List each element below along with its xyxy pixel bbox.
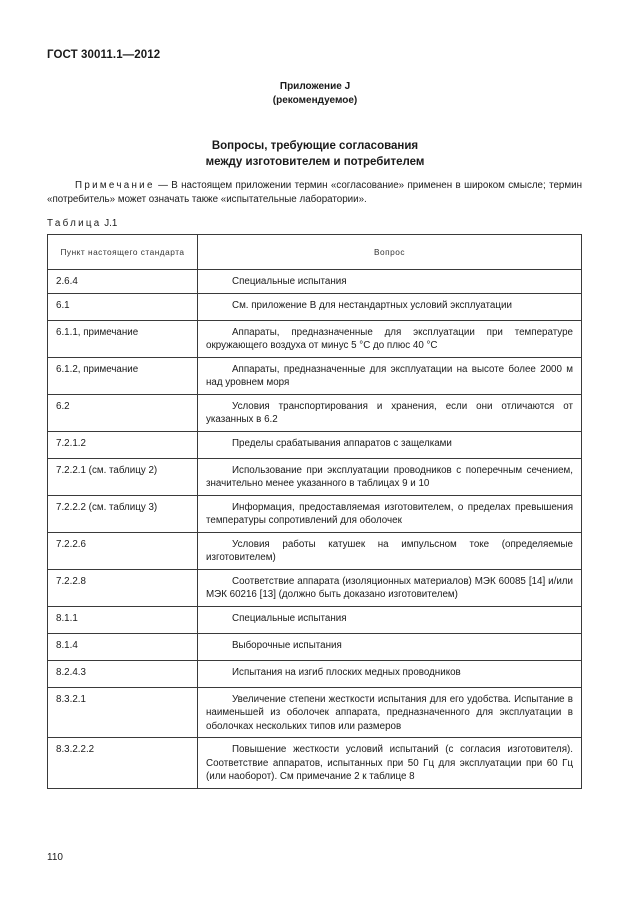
table-label-word: Таблица [47, 218, 102, 229]
header-clause: Пункт настоящего стандарта [48, 235, 198, 270]
table-body [48, 270, 582, 789]
row-question: Использование при эксплуатации проводников с поперечным сечением, значительно менее указанного в таблицах 9 и 10 [198, 458, 582, 495]
table-row [48, 738, 582, 789]
row-question: Условия работы катушек на импульсном токе (определяемые изготовителем) [198, 532, 582, 569]
row-question: Повышение жесткости условий испытаний (с согласия изготовителя). Соответствие аппаратов, испытанных при 50 Гц для эксплуатации при 60 Гц (или наоборот). См примечание 2 к таблице 8 [198, 738, 582, 789]
row-question: Условия транспортирования и хранения, если они отличаются от указанных в 6.2 [198, 394, 582, 431]
row-clause: 2.6.4 [48, 270, 198, 294]
appendix-subtitle: (рекомендуемое) [272, 95, 358, 106]
title-line-2: между изготовителем и потребителем [205, 156, 425, 168]
title-line-1: Вопросы, требующие согласования [211, 140, 419, 152]
row-question: Соответствие аппарата (изоляционных материалов) МЭК 60085 [14] и/или МЭК 60216 [13] (должно быть доказано изготовителем) [198, 569, 582, 606]
row-question: Увеличение степени жесткости испытания для его удобства. Испытание в наименьшей из оболочек аппарата, предназначенного для эксплуатации в оболочках нескольких типов или размеров [198, 687, 582, 738]
questions-table [47, 234, 582, 789]
row-question: Испытания на изгиб плоских медных проводников [198, 660, 582, 687]
table-row [48, 320, 582, 357]
row-clause: 8.3.2.2.2 [48, 738, 198, 789]
row-question: Специальные испытания [198, 270, 582, 294]
row-clause: 6.2 [48, 394, 198, 431]
note-text: — В настоящем приложении термин «согласование» применен в широком смысле; термин «потребитель» может означать также «испытательные лаборатории». [47, 180, 582, 205]
table-label [47, 218, 117, 229]
note-paragraph [47, 179, 582, 207]
row-question: Аппараты, предназначенные для эксплуатации на высоте более 2000 м над уровнем моря [198, 357, 582, 394]
table-row [48, 606, 582, 633]
appendix-title: Приложение J [279, 81, 351, 92]
table-row [48, 633, 582, 660]
table-row [48, 687, 582, 738]
table-row [48, 394, 582, 431]
page-title [0, 138, 630, 170]
row-clause: 7.2.2.8 [48, 569, 198, 606]
table-row [48, 357, 582, 394]
row-clause: 8.1.4 [48, 633, 198, 660]
row-clause: 6.1 [48, 293, 198, 320]
row-clause: 8.3.2.1 [48, 687, 198, 738]
table-label-number: J.1 [101, 218, 118, 229]
note-label: Примечание [75, 180, 155, 191]
table-row [48, 660, 582, 687]
table-row [48, 293, 582, 320]
appendix-heading [0, 80, 630, 108]
row-question: Пределы срабатывания аппаратов с защелками [198, 431, 582, 458]
row-clause: 7.2.2.6 [48, 532, 198, 569]
header-question: Вопрос [198, 235, 582, 270]
table-row [48, 532, 582, 569]
row-clause: 6.1.1, примечание [48, 320, 198, 357]
table-row [48, 569, 582, 606]
document-code: ГОСТ 30011.1—2012 [47, 49, 161, 61]
row-clause: 7.2.2.1 (см. таблицу 2) [48, 458, 198, 495]
row-question: Выборочные испытания [198, 633, 582, 660]
table-row [48, 270, 582, 294]
row-clause: 8.1.1 [48, 606, 198, 633]
table-row [48, 431, 582, 458]
row-question: См. приложение В для нестандартных условий эксплуатации [198, 293, 582, 320]
table-row [48, 495, 582, 532]
page-number: 110 [47, 852, 63, 863]
row-clause: 6.1.2, примечание [48, 357, 198, 394]
row-question: Информация, предоставляемая изготовителем, о пределах превышения температуры сопротивлений для оболочек [198, 495, 582, 532]
row-question: Специальные испытания [198, 606, 582, 633]
table-row [48, 458, 582, 495]
row-clause: 7.2.1.2 [48, 431, 198, 458]
row-clause: 7.2.2.2 (см. таблицу 3) [48, 495, 198, 532]
row-question: Аппараты, предназначенные для эксплуатации при температуре окружающего воздуха от минус 5 °С до плюс 40 °С [198, 320, 582, 357]
row-clause: 8.2.4.3 [48, 660, 198, 687]
table-header-row [48, 235, 582, 270]
